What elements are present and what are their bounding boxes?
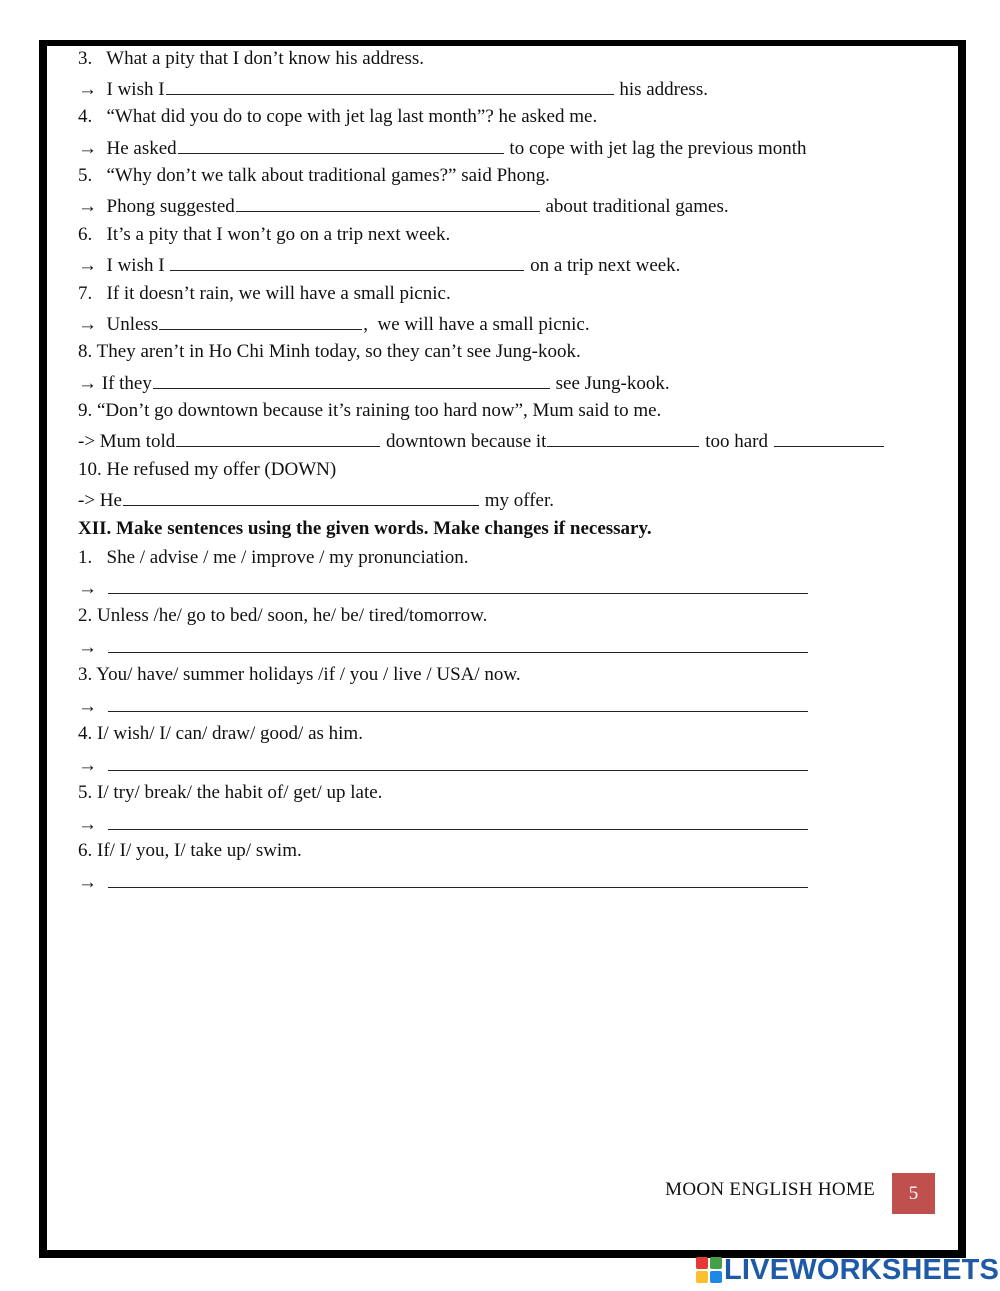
arrow-icon: → <box>78 637 97 658</box>
prompt-6: 6. If/ I/ you, I/ take up/ swim. <box>78 840 302 861</box>
question-9: 9. “Don’t go downtown because it’s raining too hard now”, Mum said to me. <box>78 400 662 421</box>
section-heading: XII. Make sentences using the given words. Make changes if necessary. <box>78 518 652 539</box>
liveworksheets-brand[interactable] <box>696 1255 999 1285</box>
liveworksheets-logo-icon <box>696 1257 722 1283</box>
answer-blank[interactable] <box>123 488 479 506</box>
question-10: 10. He refused my offer (DOWN) <box>78 459 337 480</box>
prompt-1: 1. She / advise / me / improve / my pronunciation. <box>78 547 469 568</box>
response-blank[interactable] <box>108 753 808 771</box>
answer-blank[interactable] <box>153 371 550 389</box>
response-line-6 <box>78 870 809 894</box>
answer-7: → Unless , we will have a small picnic. <box>78 314 590 335</box>
answer-blank[interactable] <box>166 77 614 95</box>
answer-4: → He asked to cope with jet lag the previous month <box>78 138 807 159</box>
answer-blank[interactable] <box>170 253 524 271</box>
brand-name: LIVEWORKSHEETS <box>724 1253 1000 1286</box>
arrow-icon: → <box>78 755 97 776</box>
response-line-1 <box>78 576 809 600</box>
question-8: 8. They aren’t in Ho Chi Minh today, so they can’t see Jung-kook. <box>78 341 581 362</box>
answer-blank[interactable] <box>547 429 699 447</box>
answer-6: → I wish I on a trip next week. <box>78 255 681 276</box>
response-blank[interactable] <box>108 635 808 653</box>
prompt-3: 3. You/ have/ summer holidays /if / you / live / USA/ now. <box>78 664 521 685</box>
prompt-5: 5. I/ try/ break/ the habit of/ get/ up late. <box>78 782 383 803</box>
footer-title: MOON ENGLISH HOME <box>665 1179 875 1200</box>
response-blank[interactable] <box>108 694 808 712</box>
arrow-icon: → <box>78 814 97 835</box>
question-7: 7. If it doesn’t rain, we will have a small picnic. <box>78 283 451 304</box>
question-6: 6. It’s a pity that I won’t go on a trip next week. <box>78 224 451 245</box>
response-line-5 <box>78 812 809 836</box>
response-blank[interactable] <box>108 576 808 594</box>
answer-blank[interactable] <box>236 194 540 212</box>
answer-blank[interactable] <box>774 429 884 447</box>
response-blank[interactable] <box>108 870 808 888</box>
question-5: 5. “Why don’t we talk about traditional games?” said Phong. <box>78 165 550 186</box>
answer-blank[interactable] <box>159 312 362 330</box>
question-3: 3. What a pity that I don’t know his address. <box>78 48 424 69</box>
answer-9: -> Mum told downtown because it too hard <box>78 429 885 453</box>
answer-8: → If they see Jung-kook. <box>78 373 670 394</box>
arrow-icon: → <box>78 872 97 893</box>
prompt-2: 2. Unless /he/ go to bed/ soon, he/ be/ tired/tomorrow. <box>78 605 488 626</box>
page-number: 5 <box>892 1173 935 1214</box>
question-4: 4. “What did you do to cope with jet lag last month”? he asked me. <box>78 106 598 127</box>
worksheet-page <box>39 40 966 1258</box>
response-line-3 <box>78 694 809 718</box>
answer-blank[interactable] <box>176 429 380 447</box>
response-line-2 <box>78 635 809 659</box>
answer-5: → Phong suggested about traditional games. <box>78 196 729 217</box>
prompt-4: 4. I/ wish/ I/ can/ draw/ good/ as him. <box>78 723 363 744</box>
response-blank[interactable] <box>108 812 808 830</box>
answer-3: → I wish I his address. <box>78 79 708 100</box>
arrow-icon: → <box>78 696 97 717</box>
arrow-icon: → <box>78 578 97 599</box>
response-line-4 <box>78 753 809 777</box>
answer-blank[interactable] <box>178 136 504 154</box>
answer-10: -> He my offer. <box>78 490 555 511</box>
